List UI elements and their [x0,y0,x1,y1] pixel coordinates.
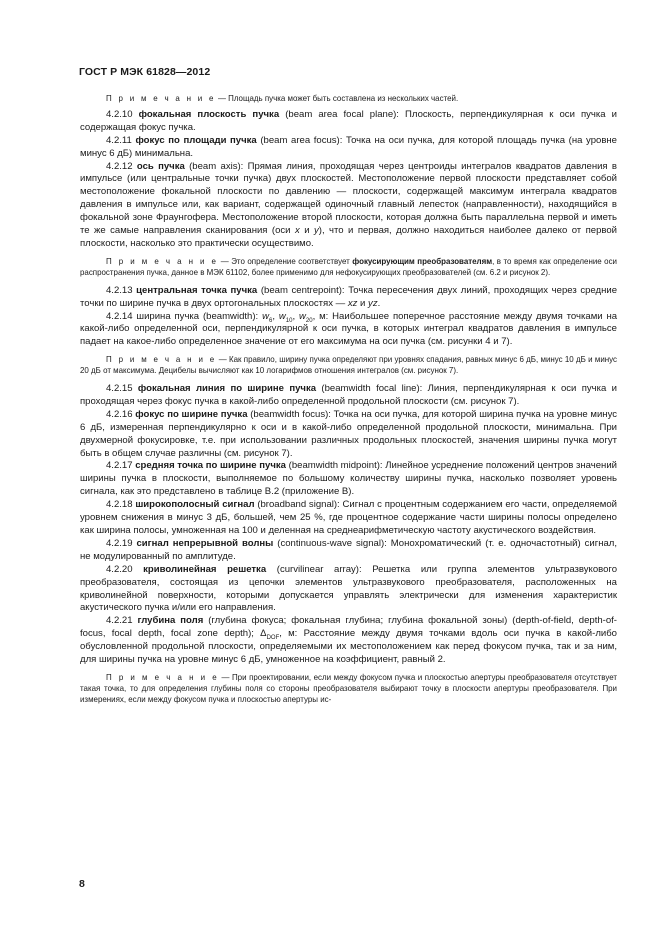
page-number: 8 [79,878,85,890]
term: фокус по площади пучка [135,134,257,146]
note-label: П р и м е ч а н и е [106,672,219,682]
clause-4-2-19: 4.2.19 сигнал непрерывной волны (continuous-wave signal): Монохроматический (т. е. одночастотный) сигнал, не модулированный по амплитуде. [80,537,618,562]
term: фокус по ширине пучка [135,408,248,420]
clause-4-2-13: 4.2.13 центральная точка пучка (beam centrepoint): Точка пересечения двух линий, проходящих через средние точки по ширине пучка в двух ортогональных плоскостях — xz и yz. [80,284,618,309]
term: сигнал непрерывной волны [136,537,274,549]
term: глубина поля [137,615,204,627]
term: центральная точка пучка [136,284,258,296]
clause-4-2-14: 4.2.14 ширина пучка (beamwidth): $w_6$, $w_{10}$, $w_{20}$, м: Наибольшее поперечное расстояние между двумя точками на какой-либо определенной оси, перпендикулярной к оси пучка, в которых интеграл квадратов давления в импульсе падает на какое-либо определенное значение от его максимума на оси пучка (см. рисунки 4 и 7). [80,310,618,348]
note-term: фокусирующим преобразователям [352,256,493,266]
clause-4-2-18: 4.2.18 широкополосный сигнал (broadband signal): Сигнал с процентным содержанием его части, определяемой уровнем снижения в минус 3 дБ, большей, чем 25 %, где процентное содержание части ширины полосы определено как ширина полосы, умноженная на 100 и деленная на среднеарифметическую частоту акустического воздействия. [80,499,618,536]
term-plain: ширина пучка [136,310,200,322]
clause-4-2-20: 4.2.20 криволинейная решетка (curvilinear array): Решетка или группа элементов ультразвукового преобразователя, состоящая из цепочки элементов ультразвукового преобразователя, расположенных на криволинейной поверхности, которыми допускается управлять электрически для изменения характеристик акустического пучка и/или его направления. [80,563,618,614]
note-beam-area: П р и м е ч а н и е — Площадь пучка может быть составлена из нескольких частей. [106,94,459,103]
clause-4-2-11: 4.2.11 фокус по площади пучка (beam area focus): Точка на оси пучка, для которой площадь пучка (на уровне минус 6 дБ) минимальна. [80,134,617,159]
term: широкополосный сигнал [135,499,255,511]
term: фокальная плоскость пучка [138,108,280,120]
clause-4-2-15: 4.2.15 фокальная линия по ширине пучка (beamwidth focal line): Линия, перпендикулярная к оси пучка и проходящая через фокус пучка в какой-либо определенной продольной плоскости (см. рисунок 7). [80,383,617,407]
note-depth-of-field: П р и м е ч а н и е — При проектировании, если между фокусом пучка и плоскостью апертуры преобразователя отсутствует такая точка, то для определения глубины поля со стороны преобразователя выбирают точку в плоскости апертуры преобразователя. При измерениях, если между фокусом пучка и плоскостью апертуры ис- [80,672,617,704]
document-header: ГОСТ Р МЭК 61828—2012 [79,66,211,78]
term: средняя точка по ширине пучка [135,460,286,472]
note-label: П р и м е ч а н и е [106,94,216,103]
term: фокальная линия по ширине пучка [137,383,317,395]
term: ось пучка [136,160,185,172]
clause-4-2-12: 4.2.12 ось пучка (beam axis): Прямая линия, проходящая через центроиды интегралов квадратов давления в импульсе (или центральные точки пучка) двух плоскостей. Местоположение первой плоскости представляет собой местоположение фокальной плоскости по давлению — плоскости, содержащей максимум интеграла квадратов давления в импульсе или, как вариант, содержащей одиночный главный лепесток (направленности), находящийся в фокальной зоне Фраунгофера. Местоположение второй плоскости, которая должна быть параллельна первой и иметь те же самые направления сканирования (оси x и y), что и первая, должно находиться наиболее далеко от первой плоскости, насколько это практически осуществимо. [80,160,617,249]
note-label: П р и м е ч а н и е [106,256,219,266]
term: криволинейная решетка [143,563,267,575]
document-body [80,94,617,706]
clause-4-2-10: 4.2.10 фокальная плоскость пучка (beam area focal plane): Плоскость, перпендикулярная к оси пучка и содержащая фокус пучка. [80,108,617,133]
clause-4-2-17: 4.2.17 средняя точка по ширине пучка (beamwidth midpoint): Линейное усреднение положений центров значений ширины пучка в плоскости, выполняемое по большому количеству ширины пучка, насколько позволяет уровень сигнала, как это представлено в таблице В.2 (приложение В). [80,460,617,498]
clause-4-2-21: 4.2.21 глубина поля (глубина фокуса; фокальная глубина; глубина фокальной зоны) (depth-of-field, depth-of-focus, focal depth, focal zone depth); $\Delta_{DOF}$, м: Расстояние между двумя точками вдоль оси пучка в какой-либо обусловленной продольной плоскости, определяемыми их местоположением как перед фокусом пучка, так и за ним, для ширины пучка на уровне минус 6 дБ, умноженное на коэффициент, равный 2. [80,615,617,666]
clause-4-2-16: 4.2.16 фокус по ширине пучка (beamwidth focus): Точка на оси пучка, для которой ширина пучка на уровне минус 6 дБ, измеренная перпендикулярно к оси и в какой-либо определенной продольной плоскости, минимальна. При двухмерной фокусировке, т.е. при использовании различных продольных плоскостей, значения ширины пучка могут быть в общем случае различны (см. рисунок 7). [80,408,618,459]
note-label: П р и м е ч а н и е [106,355,217,365]
note-beam-axis: П р и м е ч а н и е — Это определение соответствует фокусирующим преобразователям, в то время как определение оси распространения пучка, данное в МЭК 61102, более применимо для нефокусирующих преобразователей (см. 6.2 и рисунок 2). [80,256,617,277]
note-beamwidth: П р и м е ч а н и е — Как правило, ширину пучка определяют при уровнях спадания, равных минус 6 дБ, минус 10 дБ и минус 20 дБ от максимума. Децибелы вычисляют как 10 логарифмов отношения интегралов (см. рисунок 7). [80,355,617,376]
